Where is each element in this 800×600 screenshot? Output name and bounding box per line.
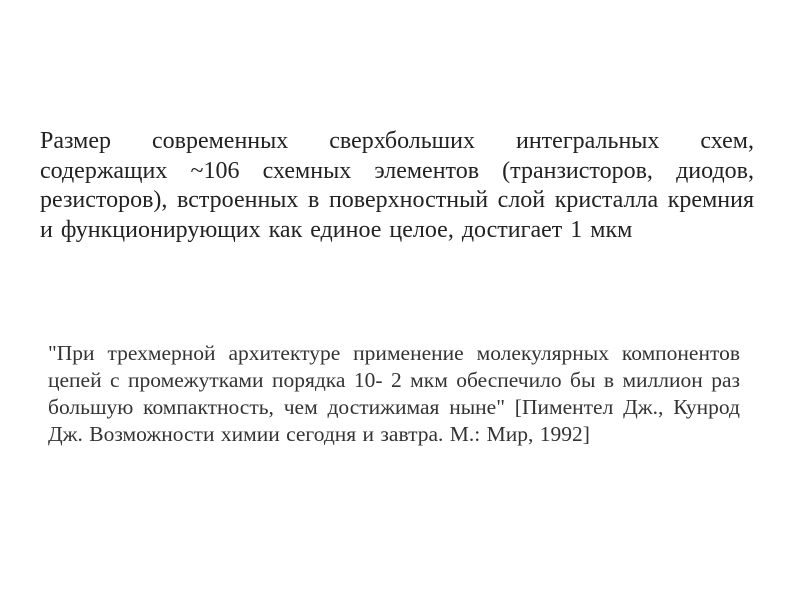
quote-paragraph: "При трехмерной архитектуре применение молекулярных компонентов цепей с промежутками порядка 10- 2 мкм обеспечило бы в миллион раз большую компактность, чем достижимая ныне" [Пиментел Дж., Кунрод Дж. Возможности химии сегодня и завтра. М.: Мир, 1992] [48,341,740,446]
main-paragraph: Размер современных сверхбольших интегральных схем, содержащих ~106 схемных элементов (транзисторов, диодов, резисторов), встроенных в поверхностный слой кристалла кремния и функционирующих как единое целое, достигает 1 мкм [40,128,754,243]
